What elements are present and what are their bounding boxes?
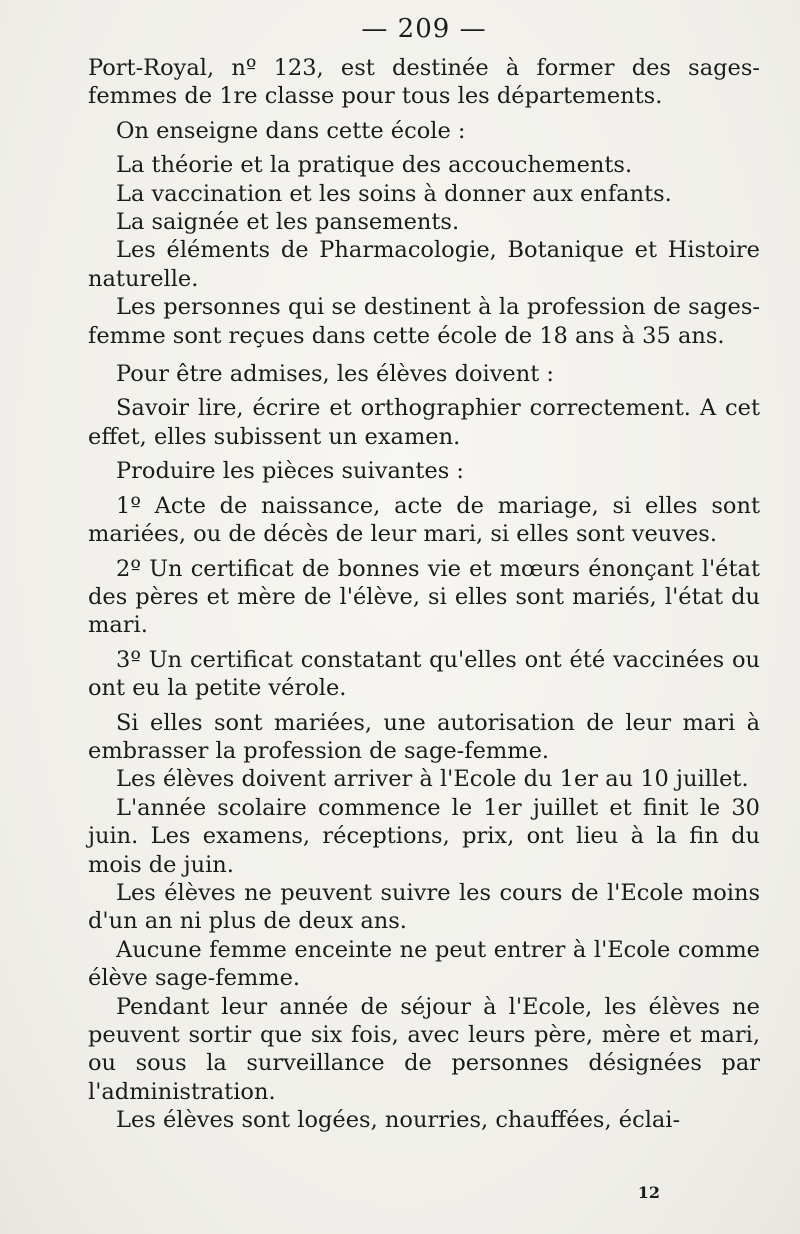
paragraph: Aucune femme enceinte ne peut entrer à l'Ecole comme élève sage-femme. (88, 936, 760, 992)
page-number: — 209 — (361, 14, 487, 44)
paragraph: Les personnes qui se destinent à la profession de sages-femme sont reçues dans cette école de 18 ans à 35 ans. (88, 294, 760, 349)
paragraph: L'année scolaire commence le 1er juillet et finit le 30 juin. Les examens, réceptions, prix, ont lieu à la fin du mois de juin. (88, 794, 760, 878)
body-text (88, 54, 760, 1135)
paragraph: Les éléments de Pharmacologie, Botanique et Histoire naturelle. (88, 237, 760, 292)
paragraph: Les élèves sont logées, nourries, chauffées, éclai- (116, 1107, 681, 1134)
paragraph: Pendant leur année de séjour à l'Ecole, les élèves ne peuvent sortir que six fois, avec leurs père, mère et mari, ou sous la surveillance de personnes désignées par l'administration. (88, 993, 760, 1105)
paragraph: Port-Royal, nº 123, est destinée à former des sages-femmes de 1re classe pour tous les départements. (88, 55, 760, 110)
paragraph: On enseigne dans cette école : (116, 117, 466, 144)
paragraph: Produire les pièces suivantes : (116, 458, 464, 485)
paragraph: 3º Un certificat constatant qu'elles ont été vaccinées ou ont eu la petite vérole. (88, 646, 760, 702)
paragraph: La saignée et les pansements. (116, 209, 460, 236)
paragraph: Savoir lire, écrire et orthographier correctement. A cet effet, elles subissent un examen. (88, 395, 760, 450)
signature-mark: 12 (637, 1183, 660, 1202)
paragraph: La théorie et la pratique des accouchements. (116, 152, 633, 179)
paragraph: Les élèves ne peuvent suivre les cours de l'Ecole moins d'un an ni plus de deux ans. (88, 879, 760, 935)
paragraph: La vaccination et les soins à donner aux enfants. (116, 180, 672, 207)
paragraph: Pour être admises, les élèves doivent : (116, 361, 555, 388)
paragraph: 2º Un certificat de bonnes vie et mœurs énonçant l'état des pères et mère de l'élève, si elles sont mariés, l'état du mari. (88, 555, 760, 639)
paragraph: 1º Acte de naissance, acte de mariage, si elles sont mariées, ou de décès de leur mari, si elles sont veuves. (88, 492, 760, 548)
paragraph: Les élèves doivent arriver à l'Ecole du 1er au 10 juillet. (116, 766, 749, 793)
paragraph: Si elles sont mariées, une autorisation de leur mari à embrasser la profession de sage-femme. (88, 709, 760, 764)
